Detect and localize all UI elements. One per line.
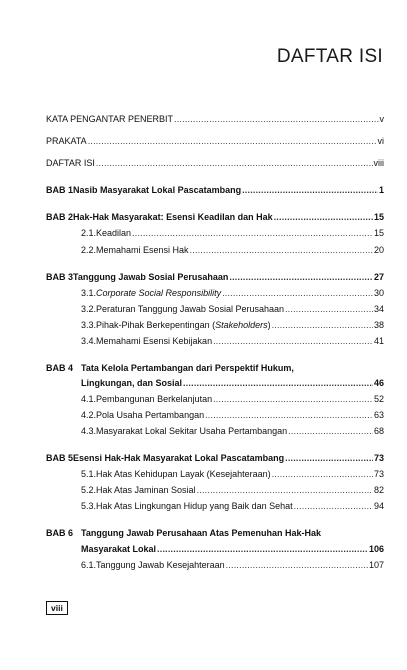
chapter-page: 73	[373, 453, 384, 463]
dot-leader	[288, 426, 373, 437]
chapter-title: Nasib Masyarakat Lokal Pascatambang	[73, 185, 242, 195]
dot-leader	[190, 245, 373, 256]
chapter-title: Esensi Hak-Hak Masyarakat Lokal Pascatambang	[73, 453, 285, 463]
chapter-title: Hak-Hak Masyarakat: Esensi Keadilan dan Hak	[73, 212, 273, 222]
section-number: 3.4.	[81, 336, 97, 346]
chapter-title: Lingkungan, dan Sosial	[81, 378, 183, 388]
chapter-page: 27	[373, 272, 384, 282]
dot-leader	[213, 394, 373, 405]
chapter-page: 1	[378, 185, 384, 195]
section-page: 94	[373, 501, 384, 511]
section-page: 15	[373, 228, 384, 238]
dot-leader	[157, 544, 368, 555]
toc-chapter-5[interactable]	[46, 450, 384, 464]
section-title: Pembangunan Berkelanjutan	[96, 394, 213, 404]
dot-leader	[285, 453, 373, 464]
section-number: 3.1.	[81, 288, 97, 298]
entry-label: PRAKATA	[46, 136, 87, 146]
toc-chapter-4-line1[interactable]	[46, 360, 384, 374]
dot-leader	[174, 114, 378, 125]
section-page: 30	[373, 288, 384, 298]
toc-section-2-2[interactable]	[46, 242, 384, 256]
dot-leader	[294, 501, 373, 512]
section-title: Tanggung Jawab Kesejahteraan	[96, 560, 225, 570]
toc-entry-daftar-isi[interactable]	[46, 155, 384, 169]
section-number: 5.1.	[81, 469, 97, 479]
entry-page: vi	[377, 136, 384, 146]
dot-leader	[96, 158, 373, 169]
toc-section-5-1[interactable]	[46, 466, 384, 480]
toc-chapter-3[interactable]	[46, 269, 384, 283]
dot-leader	[274, 212, 373, 223]
section-title: Hak Atas Kehidupan Layak (Kesejahteraan)	[96, 469, 271, 479]
chapter-number: BAB 6	[46, 528, 74, 538]
toc-section-6-1[interactable]	[46, 557, 384, 571]
toc-section-4-1[interactable]	[46, 391, 384, 405]
dot-leader	[242, 185, 378, 196]
dot-leader	[285, 304, 373, 315]
section-title: Corporate Social Responsibility	[96, 288, 222, 298]
section-title: Hak Atas Jaminan Sosial	[96, 485, 196, 495]
dot-leader	[88, 136, 377, 147]
dot-leader	[226, 560, 368, 571]
section-page: 107	[368, 560, 384, 570]
chapter-page: 46	[373, 378, 384, 388]
section-title-part: )	[267, 320, 271, 330]
section-page: 73	[373, 469, 384, 479]
toc-section-2-1[interactable]	[46, 225, 384, 239]
entry-page: viii	[373, 158, 384, 168]
chapter-title: Masyarakat Lokal	[81, 544, 157, 554]
chapter-title-line1: Tanggung Jawab Perusahaan Atas Pemenuhan Hak-Hak	[81, 528, 322, 538]
section-page: 41	[373, 336, 384, 346]
dot-leader	[272, 469, 373, 480]
section-number: 5.3.	[81, 501, 97, 511]
toc-chapter-6-line1[interactable]	[46, 525, 384, 539]
toc-chapter-2[interactable]	[46, 209, 384, 223]
chapter-page: 15	[373, 212, 384, 222]
toc-entry-kata-pengantar[interactable]	[46, 111, 384, 125]
section-title: Memahami Esensi Hak	[96, 245, 189, 255]
entry-page: v	[379, 114, 384, 124]
page-number-box: viii	[46, 601, 68, 615]
section-number: 5.2.	[81, 485, 97, 495]
chapter-number: BAB 3	[46, 272, 74, 282]
dot-leader	[132, 228, 373, 239]
section-number: 4.2.	[81, 410, 97, 420]
toc-section-3-2[interactable]	[46, 301, 384, 315]
toc-entry-prakata[interactable]	[46, 133, 384, 147]
chapter-number: BAB 4	[46, 363, 74, 373]
toc-section-3-3[interactable]	[46, 317, 384, 331]
dot-leader	[213, 336, 373, 347]
section-page: 68	[373, 426, 384, 436]
section-title: Masyarakat Lokal Sekitar Usaha Pertambangan	[96, 426, 288, 436]
dot-leader	[183, 378, 373, 389]
section-title: Hak Atas Lingkungan Hidup yang Baik dan Sehat	[96, 501, 293, 511]
section-title	[96, 320, 271, 331]
chapter-number: BAB 2	[46, 212, 74, 222]
toc-section-5-3[interactable]	[46, 498, 384, 512]
toc-section-5-2[interactable]	[46, 482, 384, 496]
dot-leader	[197, 485, 373, 496]
toc-section-4-3[interactable]	[46, 423, 384, 437]
section-number: 4.1.	[81, 394, 97, 404]
section-title-emphasis: Stakeholders	[215, 320, 268, 330]
section-page: 82	[373, 485, 384, 495]
chapter-number: BAB 1	[46, 185, 74, 195]
dot-leader	[272, 320, 373, 331]
section-number: 2.2.	[81, 245, 97, 255]
chapter-number: BAB 5	[46, 453, 74, 463]
section-title-part: Pihak-Pihak Berkepentingan (	[96, 320, 216, 330]
section-page: 34	[373, 304, 384, 314]
section-page: 52	[373, 394, 384, 404]
chapter-page: 106	[368, 544, 384, 554]
section-number: 2.1.	[81, 228, 97, 238]
section-page: 38	[373, 320, 384, 330]
entry-label: DAFTAR ISI	[46, 158, 95, 168]
section-page: 63	[373, 410, 384, 420]
toc-section-3-1[interactable]	[46, 285, 384, 299]
entry-label: KATA PENGANTAR PENERBIT	[46, 114, 174, 124]
section-page: 20	[373, 245, 384, 255]
toc-section-3-4[interactable]	[46, 333, 384, 347]
dot-leader	[229, 272, 373, 283]
section-number: 6.1.	[81, 560, 97, 570]
page-title: DAFTAR ISI	[276, 46, 383, 67]
chapter-title: Tanggung Jawab Sosial Perusahaan	[73, 272, 229, 282]
toc-section-4-2[interactable]	[46, 407, 384, 421]
dot-leader	[222, 288, 373, 299]
dot-leader	[205, 410, 373, 421]
section-title: Memahami Esensi Kebijakan	[96, 336, 213, 346]
chapter-title-line1: Tata Kelola Pertambangan dari Perspektif Hukum,	[81, 363, 294, 373]
section-title: Keadilan	[96, 228, 132, 238]
section-number: 3.3.	[81, 320, 97, 330]
section-title: Peraturan Tanggung Jawab Sosial Perusahaan	[96, 304, 284, 314]
section-number: 3.2.	[81, 304, 97, 314]
section-number: 4.3.	[81, 426, 97, 436]
toc-chapter-6[interactable]	[46, 541, 384, 555]
toc-chapter-1[interactable]	[46, 182, 384, 196]
section-title: Pola Usaha Pertambangan	[96, 410, 205, 420]
toc-chapter-4[interactable]	[46, 375, 384, 389]
